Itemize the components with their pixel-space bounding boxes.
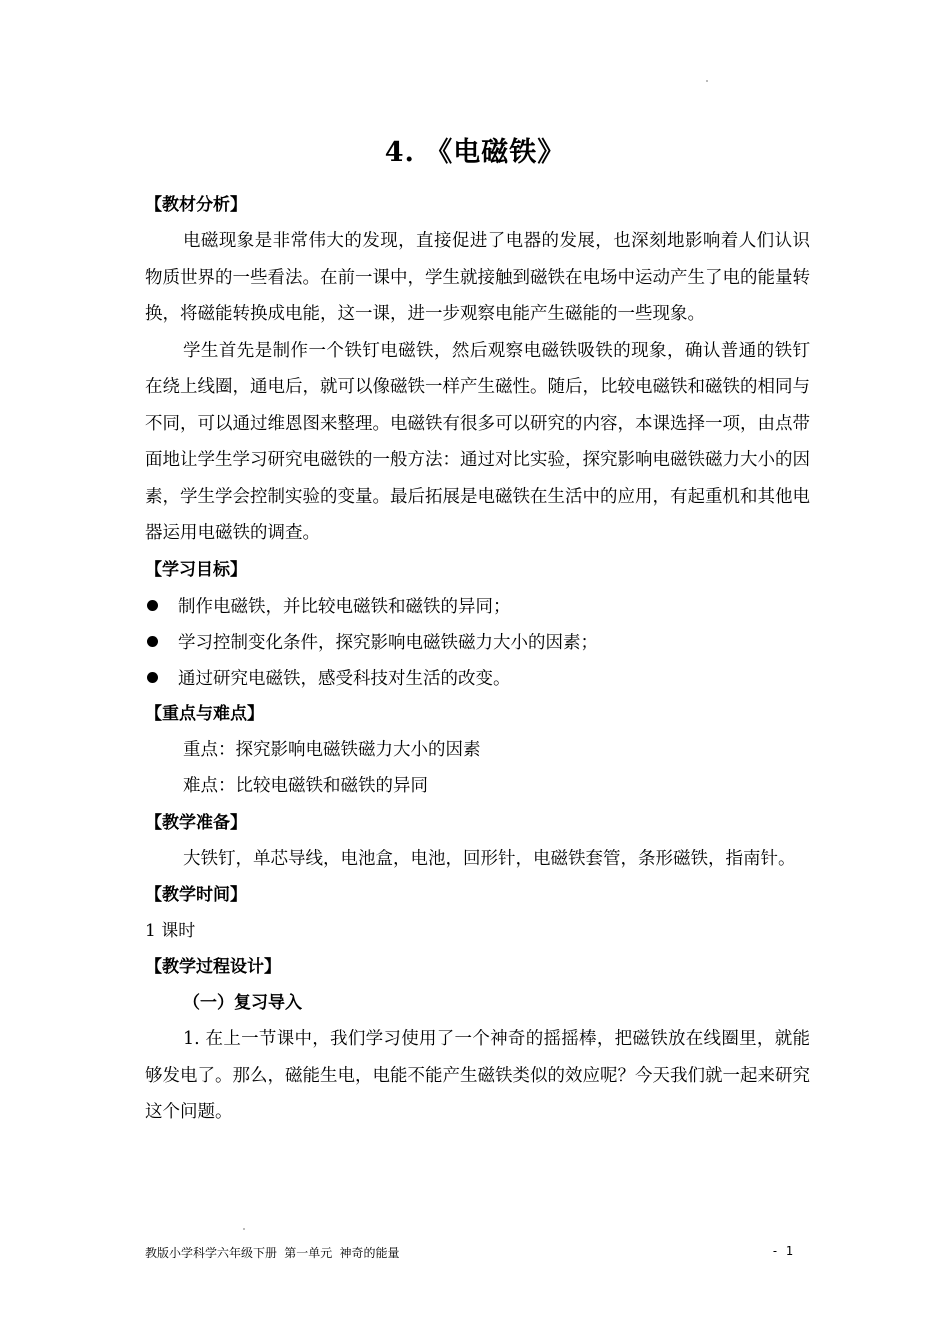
footer-book-info: 教版小学科学六年级下册 第一单元 神奇的能量	[145, 1246, 400, 1260]
key-point-line: 重点：探究影响电磁铁磁力大小的因素	[183, 739, 481, 760]
document-body	[145, 187, 810, 1131]
page-title: 4. 《电磁铁》	[384, 137, 566, 168]
section-heading-preparation: 【教学准备】	[145, 812, 247, 833]
objective-item	[145, 660, 810, 696]
scan-speck	[706, 80, 708, 82]
section-heading-analysis: 【教材分析】	[145, 195, 247, 215]
bullet-icon	[147, 672, 158, 683]
section-heading-keypoints: 【重点与难点】	[145, 703, 264, 724]
page-footer	[145, 1244, 793, 1261]
objective-item	[145, 624, 810, 660]
time-text: 1 课时	[145, 921, 196, 941]
section-heading-objectives: 【学习目标】	[145, 559, 247, 580]
scan-speck	[243, 1228, 245, 1230]
analysis-paragraph-1: 电磁现象是非常伟大的发现，直接促进了电器的发展，也深刻地影响着人们认识物质世界的一些看法。在前一课中，学生就接触到磁铁在电场中运动产生了电的能量转换，将磁能转换成电能，这一课，进一步观察电能产生磁能的一些现象。	[145, 231, 810, 324]
bullet-icon	[147, 636, 158, 647]
objective-text: 学习控制变化条件，探究影响电磁铁磁力大小的因素；	[178, 633, 598, 653]
section-heading-process: 【教学过程设计】	[145, 957, 281, 977]
preparation-text: 大铁钉，单芯导线，电池盒，电池，回形针，电磁铁套管，条形磁铁，指南针。	[183, 848, 796, 869]
section-heading-time: 【教学时间】	[145, 885, 247, 905]
process-subheading: （一）复习导入	[183, 993, 302, 1013]
objective-item	[145, 588, 810, 624]
objective-text: 制作电磁铁，并比较电磁铁和磁铁的异同；	[178, 597, 511, 617]
analysis-paragraph-2: 学生首先是制作一个铁钉电磁铁，然后观察电磁铁吸铁的现象，确认普通的铁钉在绕上线圈，通电后，就可以像磁铁一样产生磁性。随后，比较电磁铁和磁铁的相同与不同，可以通过维恩图来整理。电磁铁有很多可以研究的内容，本课选择一项，由点带面地让学生学习研究电磁铁的一般方法：通过对比实验，探究影响电磁铁磁力大小的因素，学生学会控制实验的变量。最后拓展是电磁铁在生活中的应用，有起重机和其他电器运用电磁铁的调查。	[145, 340, 810, 543]
process-paragraph: 1. 在上一节课中，我们学习使用了一个神奇的摇摇棒，把磁铁放在线圈里，就能够发电了。那么，磁能生电，电能不能产生磁铁类似的效应呢？今天我们就一起来研究这个问题。	[145, 1029, 810, 1122]
objective-text: 通过研究电磁铁，感受科技对生活的改变。	[178, 669, 511, 689]
difficulty-line: 难点：比较电磁铁和磁铁的异同	[183, 776, 428, 796]
footer-page-number: - 1	[771, 1244, 793, 1258]
bullet-icon	[147, 600, 158, 611]
